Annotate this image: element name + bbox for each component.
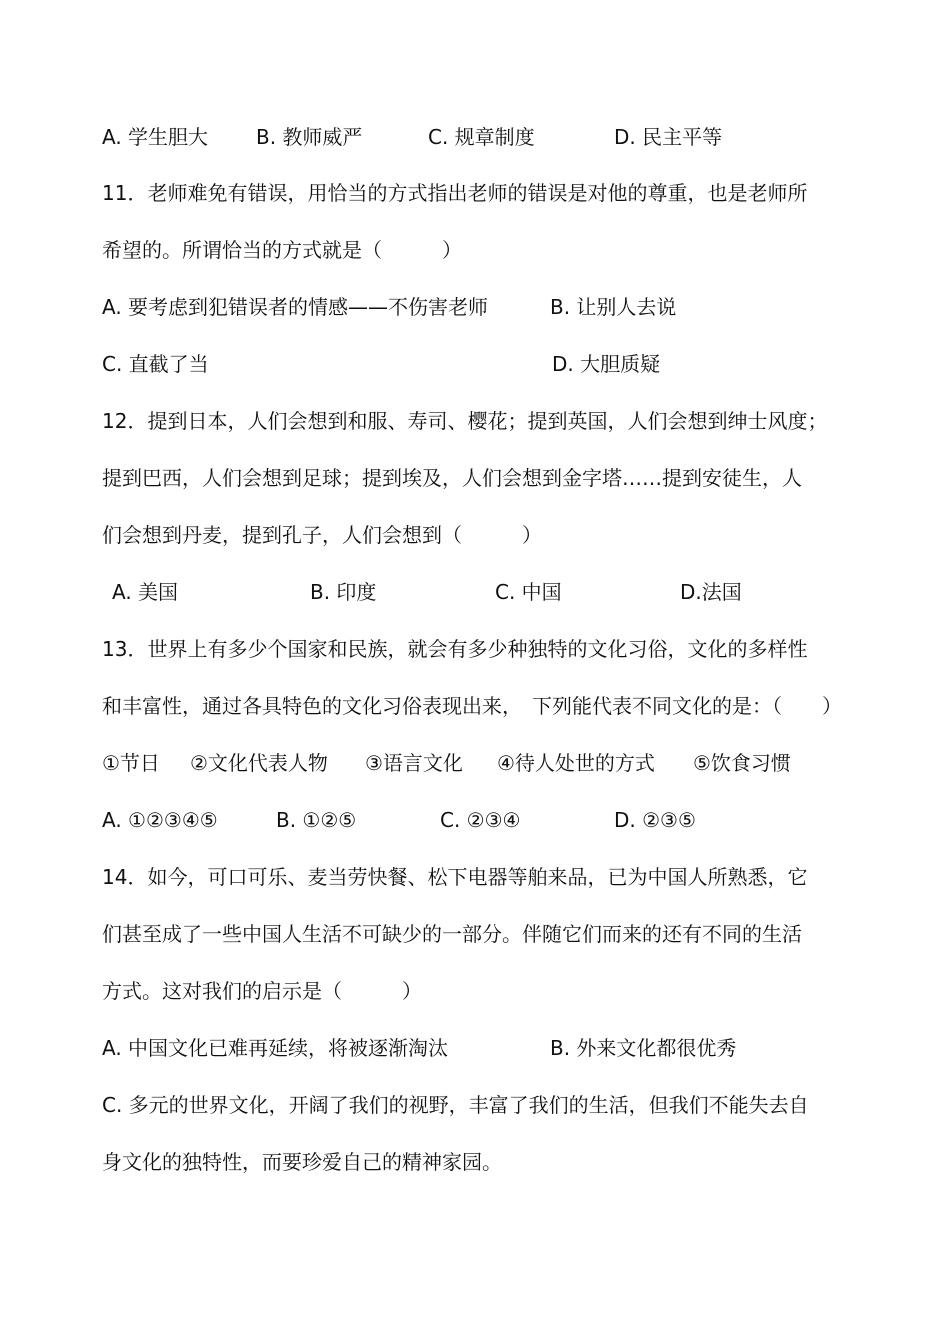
q14-stem-line2: 们甚至成了一些中国人生活不可缺少的一部分。伴随它们而来的还有不同的生活 — [102, 922, 802, 946]
q12-option-c: C. 中国 — [495, 580, 562, 604]
q14-stem-line1: 14．如今，可口可乐、麦当劳快餐、松下电器等舶来品，已为中国人所熟悉，它 — [102, 865, 808, 889]
q13-stem-line2: 和丰富性，通过各具特色的文化习俗表现出来， 下列能代表不同文化的是：（ ） — [102, 694, 842, 718]
q14-option-a: A. 中国文化已难再延续，将被逐渐淘汰 — [102, 1036, 449, 1060]
q10-option-a: A. 学生胆大 — [102, 125, 209, 149]
q13-option-b: B. ①②⑤ — [276, 808, 357, 832]
q13-item-4: ④待人处世的方式 — [497, 751, 655, 775]
q12-stem-line1: 12．提到日本，人们会想到和服、寿司、樱花；提到英国，人们会想到绅士风度； — [102, 409, 828, 433]
q12-stem-line3: 们会想到丹麦，提到孔子，人们会想到（ ） — [102, 523, 542, 547]
q13-stem-line1: 13．世界上有多少个国家和民族，就会有多少种独特的文化习俗，文化的多样性 — [102, 637, 808, 661]
q13-option-a: A. ①②③④⑤ — [102, 808, 218, 832]
q12-stem-line2: 提到巴西，人们会想到足球；提到埃及，人们会想到金字塔……提到安徒生，人 — [102, 466, 802, 490]
q13-item-1: ①节日 — [102, 751, 160, 775]
q12-option-d: D.法国 — [680, 580, 742, 604]
q13-item-3: ③语言文化 — [365, 751, 463, 775]
q12-option-b: B. 印度 — [310, 580, 377, 604]
q11-stem-line2: 希望的。所谓恰当的方式就是（ ） — [102, 238, 462, 262]
q10-option-b: B. 教师威严 — [256, 125, 363, 149]
q11-option-c: C. 直截了当 — [102, 352, 209, 376]
q10-option-c: C. 规章制度 — [428, 125, 535, 149]
q13-option-d: D. ②③⑤ — [614, 808, 696, 832]
q11-option-b: B. 让别人去说 — [550, 295, 677, 319]
q11-option-d: D. 大胆质疑 — [552, 352, 661, 376]
q11-option-a: A. 要考虑到犯错误者的情感——不伤害老师 — [102, 295, 489, 319]
q14-stem-line3: 方式。这对我们的启示是（ ） — [102, 979, 422, 1003]
q12-option-a: A. 美国 — [112, 580, 179, 604]
q14-option-c-line1: C. 多元的世界文化，开阔了我们的视野，丰富了我们的生活，但我们不能失去自 — [102, 1093, 809, 1117]
q13-item-2: ②文化代表人物 — [190, 751, 328, 775]
q11-stem-line1: 11．老师难免有错误，用恰当的方式指出老师的错误是对他的尊重，也是老师所 — [102, 181, 808, 205]
q13-item-5: ⑤饮食习惯 — [693, 751, 791, 775]
q14-option-c-line2: 身文化的独特性，而要珍爱自己的精神家园。 — [102, 1150, 502, 1174]
q14-option-b: B. 外来文化都很优秀 — [550, 1036, 737, 1060]
q10-option-d: D. 民主平等 — [614, 125, 723, 149]
q13-option-c: C. ②③④ — [440, 808, 521, 832]
